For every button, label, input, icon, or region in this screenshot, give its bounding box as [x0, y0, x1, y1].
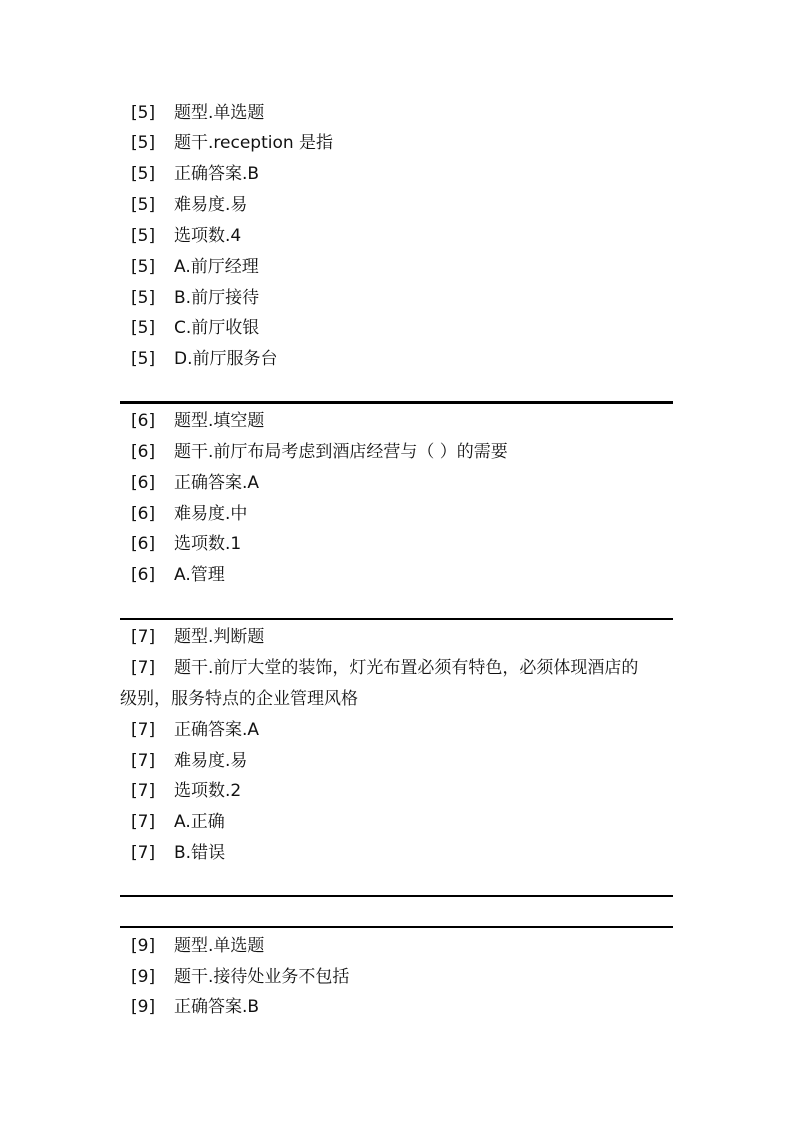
question-line — [131, 194, 247, 216]
question-line — [131, 410, 264, 432]
question-line — [131, 533, 241, 555]
question-number: [7] — [131, 627, 156, 647]
question-number: [5] — [131, 226, 156, 246]
question-line — [131, 966, 349, 988]
question-field: 难易度.中 — [174, 504, 248, 524]
option-line — [131, 256, 259, 278]
question-line — [131, 132, 333, 154]
question-field: 选项数.4 — [174, 226, 242, 246]
question-number: [6] — [131, 411, 156, 431]
question-field: 题干.reception 是指 — [174, 133, 334, 153]
question-number: [5] — [131, 318, 156, 338]
section-divider — [120, 618, 673, 620]
question-line — [131, 225, 241, 247]
question-number: [5] — [131, 288, 156, 308]
question-number: [7] — [131, 720, 156, 740]
question-field: 题干.前厅布局考虑到酒店经营与（ ）的需要 — [174, 442, 508, 462]
question-number: [9] — [131, 967, 156, 987]
question-field: 题型.填空题 — [174, 411, 265, 431]
option-text: A.管理 — [174, 565, 225, 585]
question-number: [7] — [131, 812, 156, 832]
question-line — [131, 163, 259, 185]
option-text: A.前厅经理 — [174, 257, 259, 277]
question-number: [6] — [131, 504, 156, 524]
question-number: [5] — [131, 349, 156, 369]
section-divider — [120, 926, 673, 928]
question-line — [131, 657, 638, 679]
question-field: 题干.前厅大堂的装饰，灯光布置必须有特色，必须体现酒店的 — [174, 658, 639, 678]
question-line — [131, 780, 241, 802]
question-field: 难易度.易 — [174, 751, 248, 771]
question-line — [131, 472, 259, 494]
question-number: [7] — [131, 781, 156, 801]
question-field: 题型.单选题 — [174, 103, 265, 123]
option-line — [131, 811, 225, 833]
question-field: 选项数.1 — [174, 534, 242, 554]
question-field: 正确答案.A — [174, 720, 260, 740]
question-field: 正确答案.B — [174, 997, 260, 1017]
question-number: [6] — [131, 534, 156, 554]
question-field: 正确答案.B — [174, 164, 260, 184]
option-line — [131, 564, 225, 586]
option-line — [131, 287, 259, 309]
option-text: B.错误 — [174, 843, 226, 863]
question-line — [131, 935, 264, 957]
question-number: [9] — [131, 936, 156, 956]
question-line — [131, 441, 508, 463]
question-number: [6] — [131, 473, 156, 493]
question-number: [5] — [131, 164, 156, 184]
question-number: [6] — [131, 565, 156, 585]
question-stem-continuation: 级别，服务特点的企业管理风格 — [120, 689, 358, 709]
question-field: 正确答案.A — [174, 473, 260, 493]
question-field: 选项数.2 — [174, 781, 242, 801]
option-text: A.正确 — [174, 812, 225, 832]
option-text: B.前厅接待 — [174, 288, 260, 308]
question-number: [5] — [131, 195, 156, 215]
question-line — [131, 996, 259, 1018]
question-number: [5] — [131, 133, 156, 153]
question-line — [131, 719, 259, 741]
question-number: [9] — [131, 997, 156, 1017]
question-number: [7] — [131, 751, 156, 771]
question-number: [7] — [131, 843, 156, 863]
question-line — [131, 503, 247, 525]
question-line — [131, 750, 247, 772]
question-field: 难易度.易 — [174, 195, 248, 215]
question-number: [5] — [131, 103, 156, 123]
section-divider — [120, 401, 673, 404]
question-number: [6] — [131, 442, 156, 462]
option-line — [131, 842, 225, 864]
question-field: 题型.单选题 — [174, 936, 265, 956]
question-number: [5] — [131, 257, 156, 277]
question-number: [7] — [131, 658, 156, 678]
option-text: D.前厅服务台 — [174, 349, 278, 369]
option-text: C.前厅收银 — [174, 318, 260, 338]
question-field: 题型.判断题 — [174, 627, 265, 647]
section-divider — [120, 895, 673, 897]
question-line — [131, 102, 264, 124]
option-line — [131, 317, 259, 339]
question-field: 题干.接待处业务不包括 — [174, 967, 350, 987]
question-line — [131, 626, 264, 648]
option-line — [131, 348, 278, 370]
